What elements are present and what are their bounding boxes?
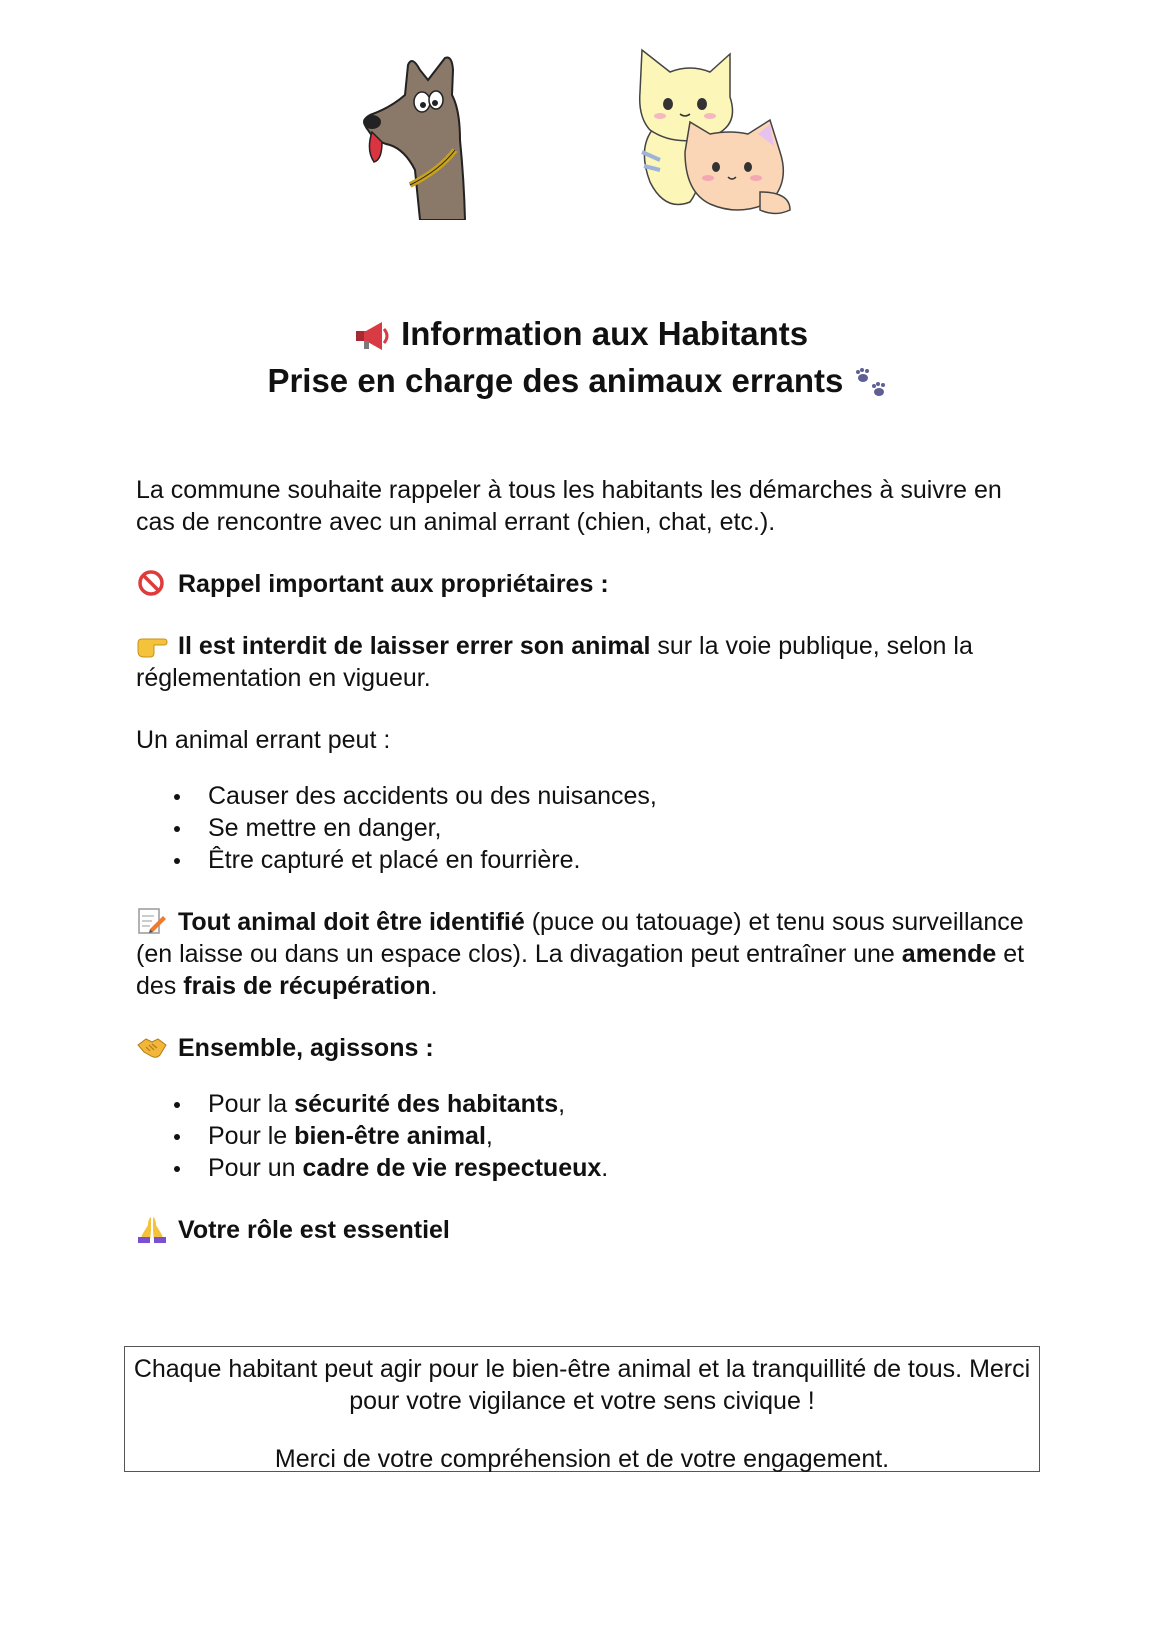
rule-bold: Il est interdit de laisser errer son animal bbox=[178, 632, 651, 660]
item-suffix: . bbox=[601, 1154, 609, 1182]
reminder-heading-text: Rappel important aux propriétaires : bbox=[178, 570, 609, 598]
risks-list bbox=[136, 780, 1036, 876]
identification-text-1: (puce ou tatouage) et tenu sous surveillance (en laisse ou dans un espace clos). La divagation peut entraîner une bbox=[136, 908, 1024, 968]
role-heading-text: Votre rôle est essentiel bbox=[178, 1216, 450, 1244]
identification-text-2: et des bbox=[136, 940, 1025, 1000]
list-item bbox=[208, 1152, 1036, 1184]
prohibited-icon bbox=[136, 569, 168, 597]
list-item: Se mettre en danger, bbox=[208, 812, 1036, 844]
reminder-heading bbox=[136, 568, 1036, 600]
footer-message: Chaque habitant peut agir pour le bien-être animal et la tranquillité de tous. Merci pour votre vigilance et votre sens civique ! bbox=[133, 1355, 1031, 1415]
pointing-hand-icon bbox=[136, 631, 168, 659]
folded-hands-icon bbox=[136, 1215, 168, 1243]
together-list bbox=[136, 1088, 1036, 1184]
item-prefix: Pour le bbox=[208, 1122, 295, 1150]
item-suffix: , bbox=[558, 1090, 566, 1118]
identification-paragraph bbox=[136, 906, 1036, 1002]
together-heading bbox=[136, 1032, 1036, 1064]
role-heading bbox=[136, 1214, 1036, 1246]
notice-body bbox=[136, 474, 1036, 1276]
item-bold: cadre de vie respectueux bbox=[302, 1154, 602, 1182]
list-item bbox=[208, 1120, 1036, 1152]
identification-text-3: . bbox=[430, 972, 438, 1000]
rule-rest: sur la voie publique, selon la réglementation en vigueur. bbox=[136, 632, 973, 692]
intro-paragraph: La commune souhaite rappeler à tous les habitants les démarches à suivre en cas de rencontre avec un animal errant (chien, chat, etc.). bbox=[136, 476, 1002, 536]
risks-heading: Un animal errant peut : bbox=[136, 726, 391, 754]
list-item bbox=[208, 1088, 1036, 1120]
title-line-2: Prise en charge des animaux errants bbox=[267, 362, 844, 399]
rule-paragraph bbox=[136, 630, 1036, 694]
memo-icon bbox=[136, 907, 168, 935]
identification-bold-1: Tout animal doit être identifié bbox=[178, 908, 525, 936]
list-item: Être capturé et placé en fourrière. bbox=[208, 844, 1036, 876]
list-item: Causer des accidents ou des nuisances, bbox=[208, 780, 1036, 812]
handshake-icon bbox=[136, 1033, 168, 1061]
item-bold: bien-être animal bbox=[294, 1122, 486, 1150]
item-suffix: , bbox=[485, 1122, 493, 1150]
item-bold: sécurité des habitants bbox=[294, 1090, 559, 1118]
identification-bold-3: frais de récupération bbox=[183, 972, 431, 1000]
identification-bold-2: amende bbox=[901, 940, 997, 968]
page-title bbox=[0, 312, 1160, 356]
paw-prints-icon bbox=[853, 366, 893, 400]
footer-notice-box bbox=[124, 1346, 1040, 1472]
title-line-1: Information aux Habitants bbox=[401, 315, 809, 352]
page-subtitle bbox=[0, 359, 1160, 403]
dog-illustration bbox=[360, 50, 490, 220]
item-prefix: Pour un bbox=[208, 1154, 303, 1182]
megaphone-icon bbox=[352, 319, 392, 353]
together-heading-text: Ensemble, agissons : bbox=[178, 1034, 434, 1062]
footer-thanks: Merci de votre compréhension et de votre engagement. bbox=[274, 1445, 890, 1473]
item-prefix: Pour la bbox=[208, 1090, 295, 1118]
cats-illustration bbox=[630, 42, 810, 222]
